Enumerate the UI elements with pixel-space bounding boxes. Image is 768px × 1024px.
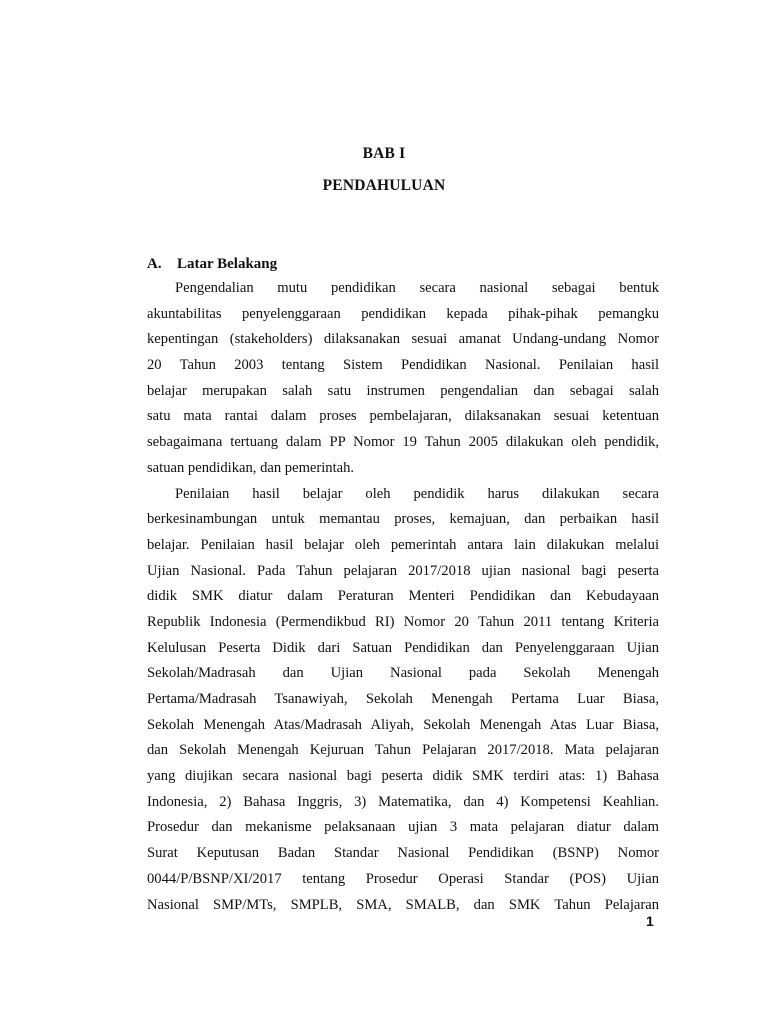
chapter-title: PENDAHULUAN [322, 177, 446, 194]
paragraph-line: Penilaian hasil belajar oleh pendidik harus dilakukan secara [175, 485, 659, 502]
paragraph [147, 276, 659, 482]
paragraph-line: Pertama/Madrasah Tsanawiyah, Sekolah Menengah Pertama Luar Biasa, [147, 691, 659, 707]
paragraph-line: satu mata rantai dalam proses pembelajaran, dilaksanakan sesuai ketentuan [147, 408, 659, 425]
paragraph-line: didik SMK diatur dalam Peraturan Menteri Pendidikan dan Kebudayaan [147, 588, 659, 605]
paragraph-line: Nasional SMP/MTs, SMPLB, SMA, SMALB, dan SMK Tahun Pelajaran [147, 896, 659, 913]
paragraph-line: akuntabilitas penyelenggaraan pendidikan kepada pihak-pihak pemangku [147, 305, 659, 322]
paragraph-line: Sekolah/Madrasah dan Ujian Nasional pada Sekolah Menengah [147, 665, 659, 682]
paragraph-line: Prosedur dan mekanisme pelaksanaan ujian 3 mata pelajaran diatur dalam [147, 819, 659, 836]
paragraph-line: satuan pendidikan, dan pemerintah. [147, 459, 355, 476]
paragraph [147, 482, 659, 919]
paragraph-line: Surat Keputusan Badan Standar Nasional Pendidikan (BSNP) Nomor [147, 845, 659, 862]
paragraph-line: Sekolah Menengah Atas/Madrasah Aliyah, Sekolah Menengah Atas Luar Biasa, [147, 716, 659, 733]
chapter-number: BAB I [362, 145, 406, 162]
paragraph-line: belajar. Penilaian hasil belajar oleh pemerintah antara lain dilakukan melalui [147, 536, 659, 553]
paragraph-line: belajar merupakan salah satu instrumen pengendalian dan sebagai salah [147, 382, 659, 399]
chapter-heading [0, 144, 768, 196]
section-title: Latar Belakang [177, 256, 278, 272]
paragraph-line: yang diujikan secara nasional bagi peserta didik SMK terdiri atas: 1) Bahasa [147, 768, 659, 785]
paragraph-line: Pengendalian mutu pendidikan secara nasional sebagai bentuk [175, 280, 659, 296]
paragraph-line: Ujian Nasional. Pada Tahun pelajaran 2017/2018 ujian nasional bagi peserta [147, 562, 659, 579]
paragraph-line: 0044/P/BSNP/XI/2017 tentang Prosedur Operasi Standar (POS) Ujian [147, 870, 659, 887]
paragraph-line: berkesinambungan untuk memantau proses, kemajuan, dan perbaikan hasil [147, 511, 659, 528]
paragraph-line: Kelulusan Peserta Didik dari Satuan Pendidikan dan Penyelenggaraan Ujian [147, 639, 659, 656]
paragraph-line: sebagaimana tertuang dalam PP Nomor 19 Tahun 2005 dilakukan oleh pendidik, [147, 434, 659, 451]
page-number: 1 [646, 913, 654, 929]
paragraph-line: dan Sekolah Menengah Kejuruan Tahun Pelajaran 2017/2018. Mata pelajaran [147, 742, 659, 759]
paragraph-line: 20 Tahun 2003 tentang Sistem Pendidikan Nasional. Penilaian hasil [147, 357, 659, 374]
paragraph-line: Republik Indonesia (Permendikbud RI) Nomor 20 Tahun 2011 tentang Kriteria [147, 613, 659, 630]
body-text [147, 276, 659, 918]
paragraph-line: kepentingan (stakeholders) dilaksanakan sesuai amanat Undang-undang Nomor [147, 331, 659, 348]
paragraph-line: Indonesia, 2) Bahasa Inggris, 3) Matematika, dan 4) Kompetensi Keahlian. [147, 793, 659, 810]
section-heading [147, 254, 277, 274]
section-letter: A. [147, 256, 162, 272]
